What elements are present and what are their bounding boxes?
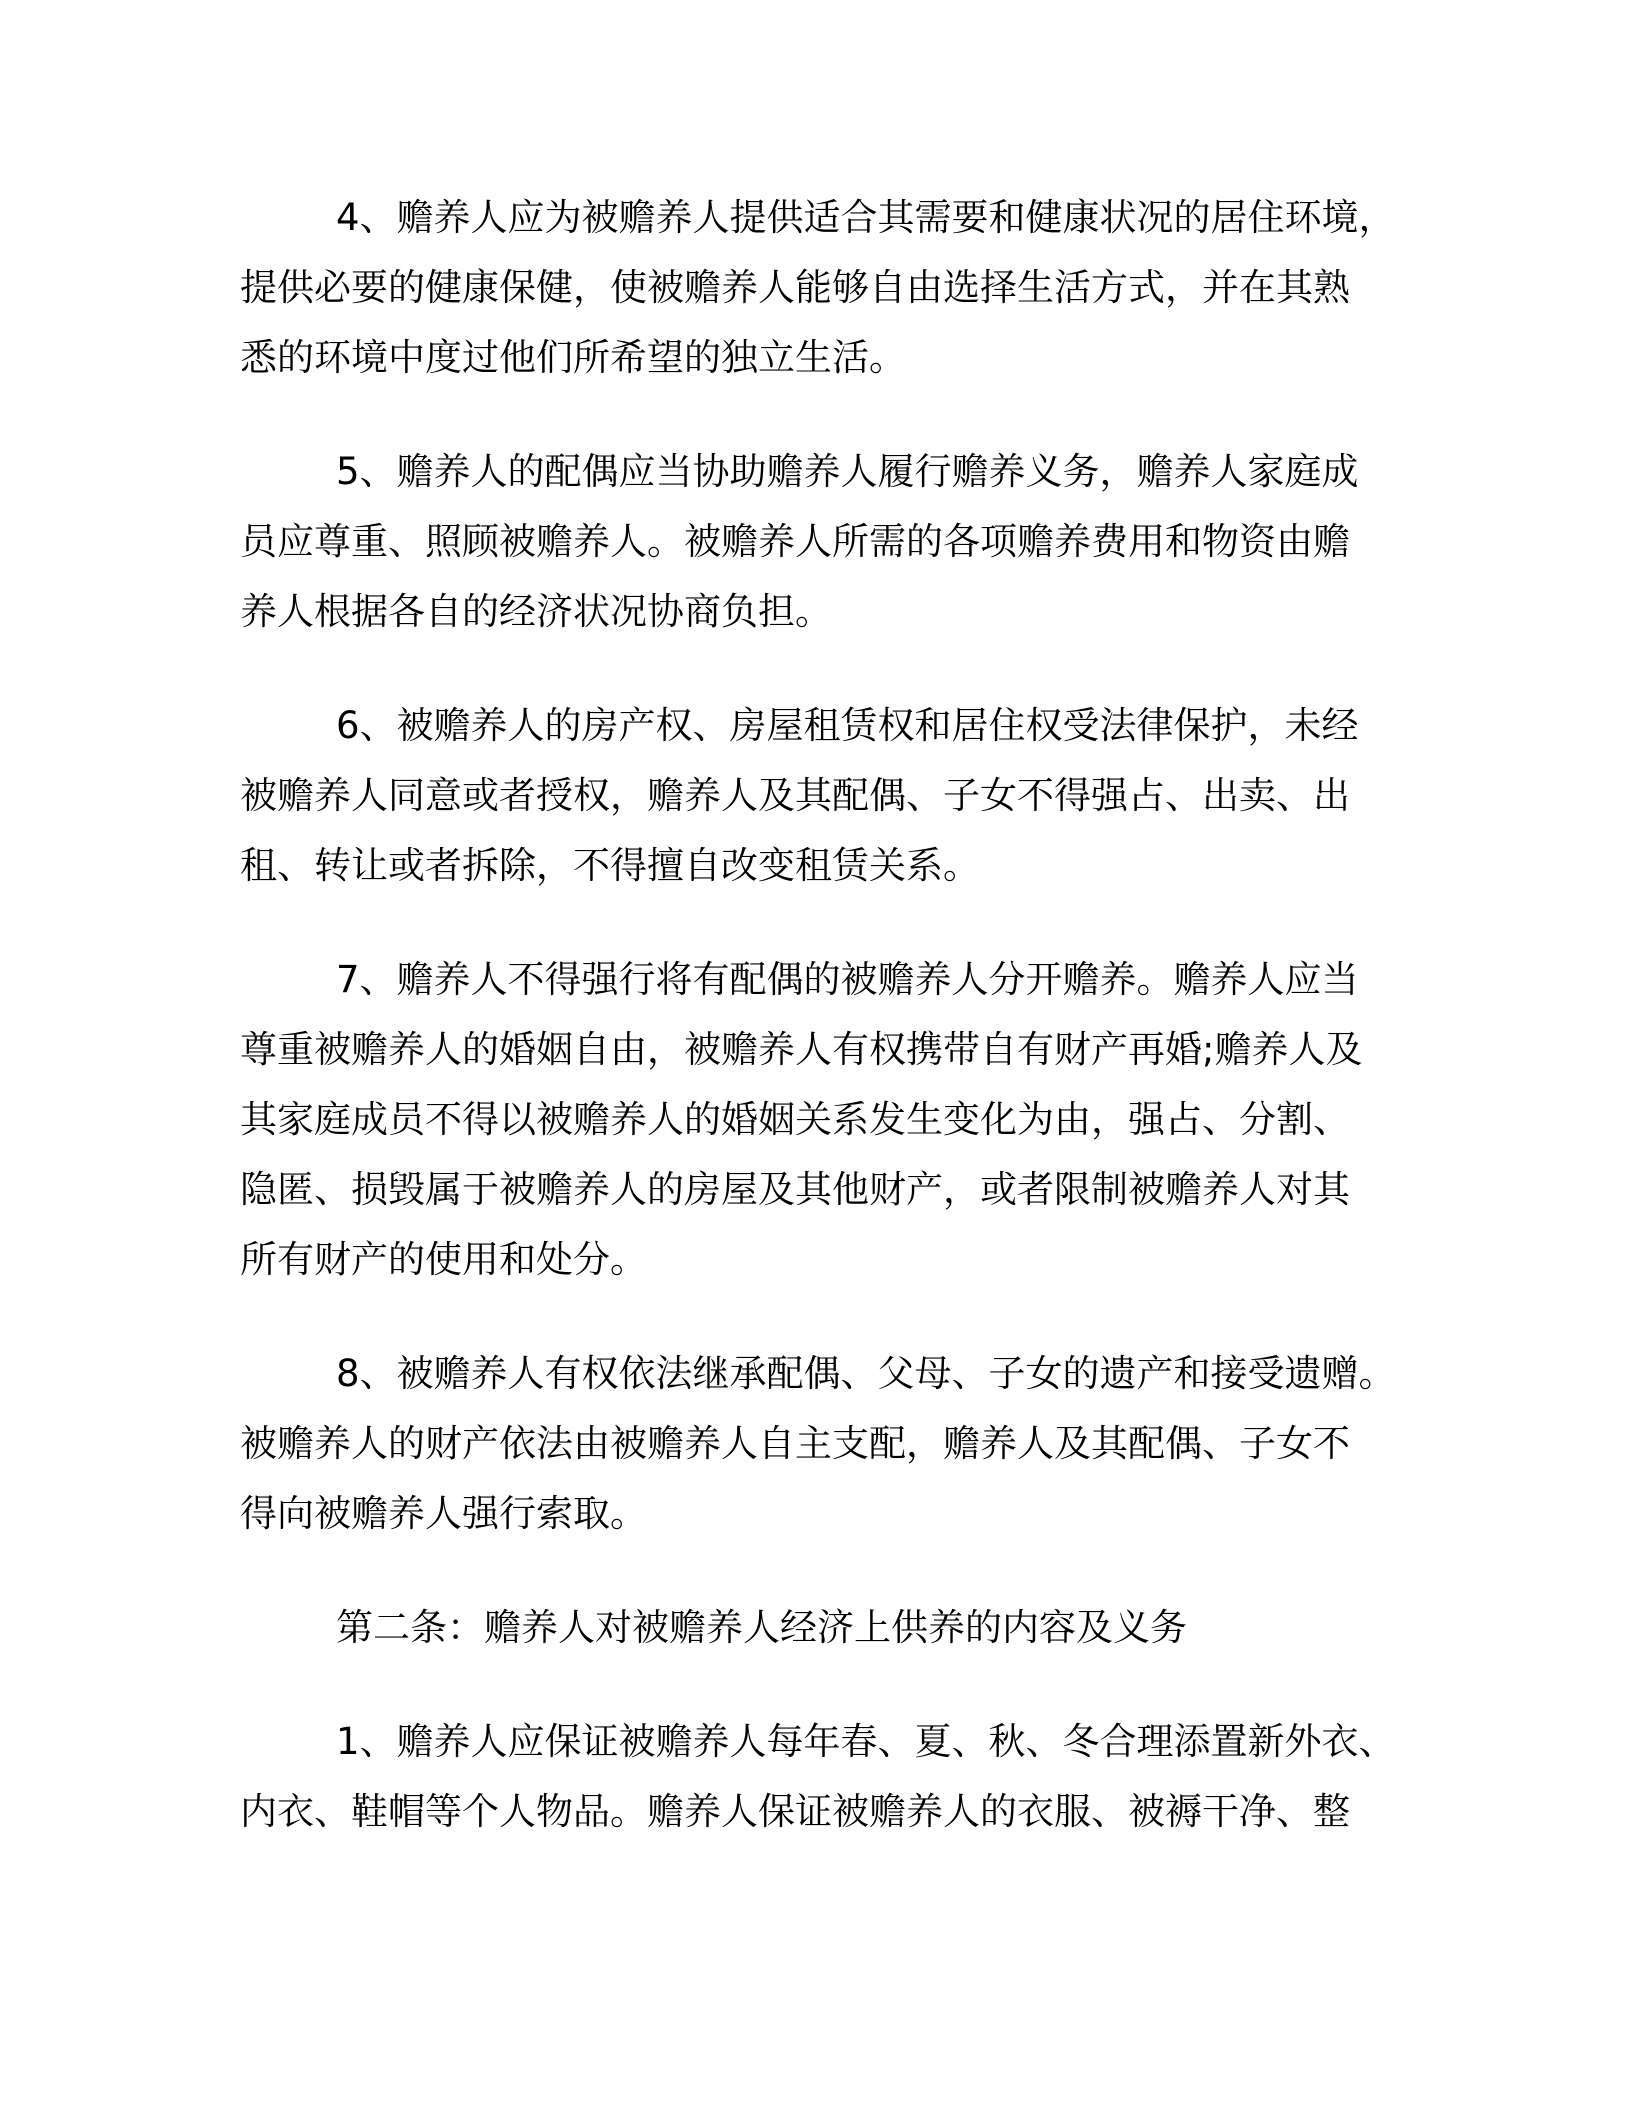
paragraph-6-line-2: 被赡养人同意或者授权，赡养人及其配偶、子女不得强占、出卖、出 [240, 774, 1350, 817]
paragraph-6-line-3: 租、转让或者拆除，不得擅自改变租赁关系。 [240, 844, 980, 887]
paragraph-5-line-3: 养人根据各自的经济状况协商负担。 [240, 590, 832, 633]
article-2-paragraph-1-line-2: 内衣、鞋帽等个人物品。赡养人保证被赡养人的衣服、被褥干净、整 [240, 1790, 1350, 1833]
paragraph-7-line-2: 尊重被赡养人的婚姻自由，被赡养人有权携带自有财产再婚;赡养人及 [240, 1028, 1363, 1071]
paragraph-4-line-1: 4、赡养人应为被赡养人提供适合其需要和健康状况的居住环境， [336, 196, 1396, 239]
paragraph-7-line-3: 其家庭成员不得以被赡养人的婚姻关系发生变化为由，强占、分割、 [240, 1098, 1350, 1141]
paragraph-5-line-1: 5、赡养人的配偶应当协助赡养人履行赡养义务，赡养人家庭成 [336, 450, 1359, 493]
paragraph-7-line-1: 7、赡养人不得强行将有配偶的被赡养人分开赡养。赡养人应当 [336, 958, 1359, 1001]
paragraph-7-line-5: 所有财产的使用和处分。 [240, 1238, 647, 1281]
paragraph-5-line-2: 员应尊重、照顾被赡养人。被赡养人所需的各项赡养费用和物资由赡 [240, 520, 1350, 563]
article-2-heading: 第二条：赡养人对被赡养人经济上供养的内容及义务 [336, 1606, 1187, 1649]
paragraph-8-line-1: 8、被赡养人有权依法继承配偶、父母、子女的遗产和接受遗赠。 [336, 1352, 1396, 1395]
paragraph-6-line-1: 6、被赡养人的房产权、房屋租赁权和居住权受法律保护，未经 [336, 704, 1359, 747]
paragraph-7-line-4: 隐匿、损毁属于被赡养人的房屋及其他财产，或者限制被赡养人对其 [240, 1168, 1350, 1211]
paragraph-8-line-3: 得向被赡养人强行索取。 [240, 1492, 647, 1535]
paragraph-8-line-2: 被赡养人的财产依法由被赡养人自主支配，赡养人及其配偶、子女不 [240, 1422, 1350, 1465]
article-2-paragraph-1-line-1: 1、赡养人应保证被赡养人每年春、夏、秋、冬合理添置新外衣、 [336, 1720, 1396, 1763]
paragraph-4-line-2: 提供必要的健康保健，使被赡养人能够自由选择生活方式，并在其熟 [240, 266, 1350, 309]
paragraph-4-line-3: 悉的环境中度过他们所希望的独立生活。 [240, 336, 906, 379]
